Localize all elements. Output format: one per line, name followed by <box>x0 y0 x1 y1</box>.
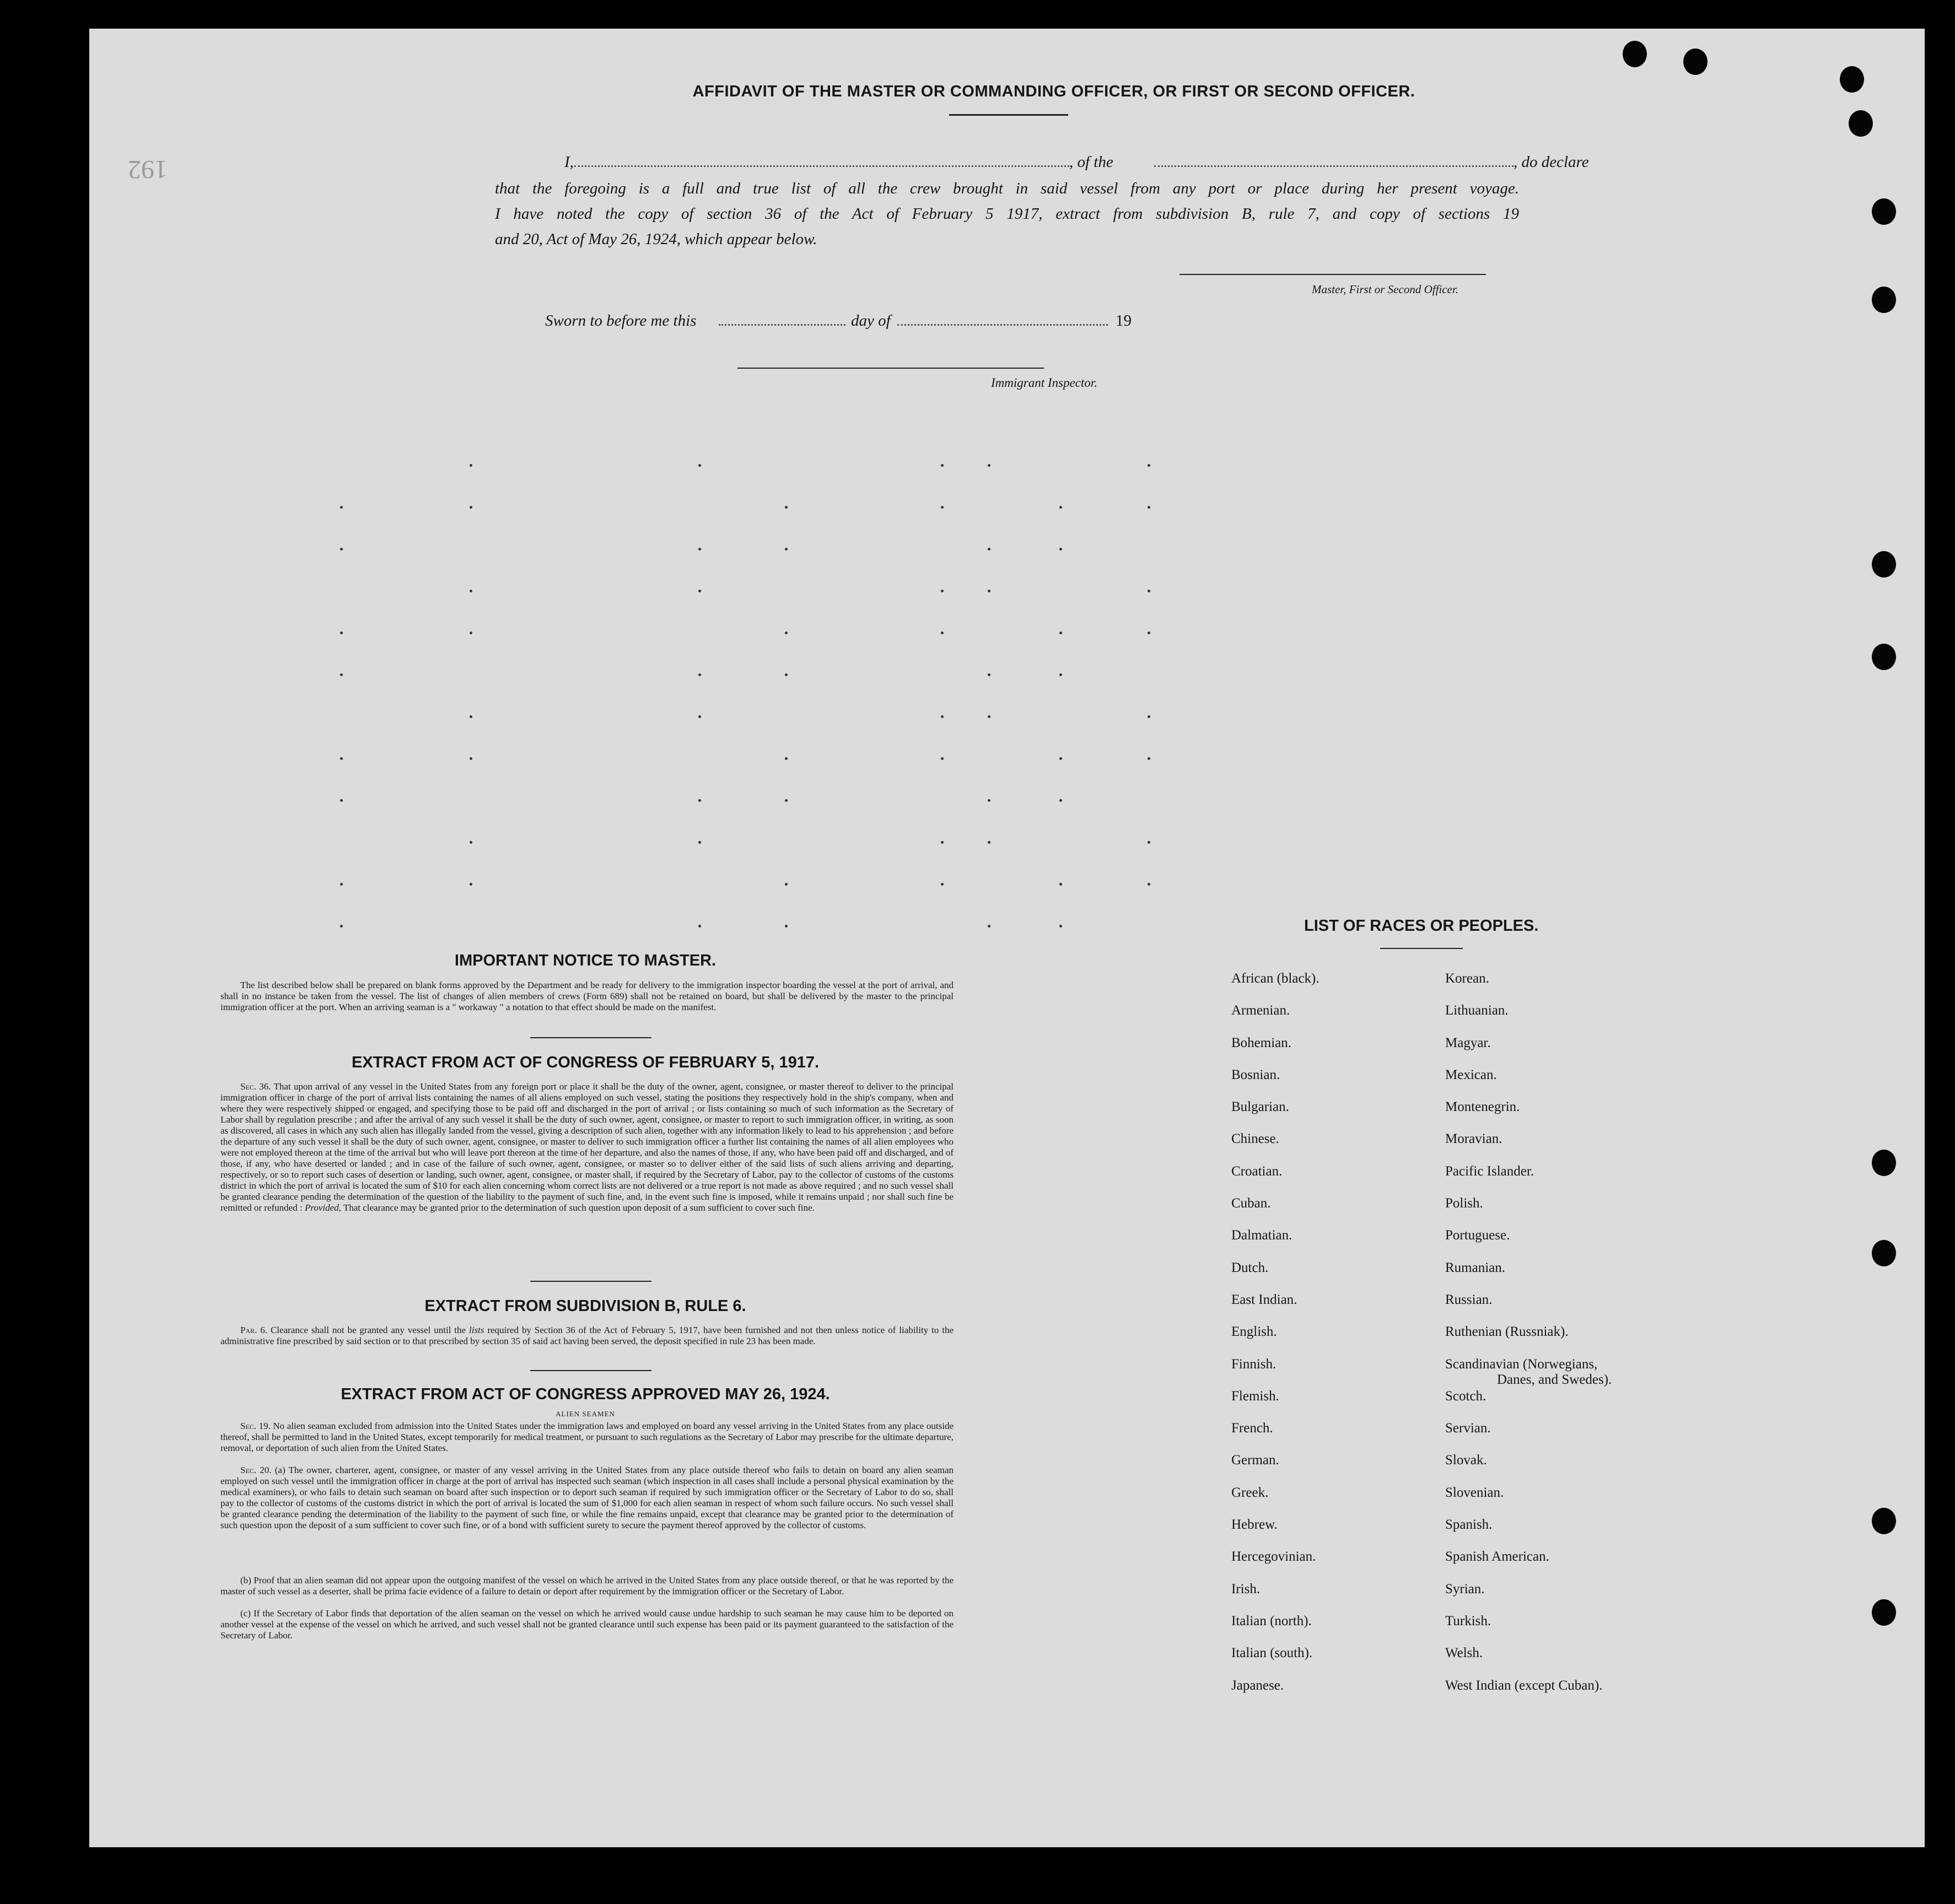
extract-1917-text <box>220 1081 954 1213</box>
dot-artifact <box>470 506 472 509</box>
races-column-2 <box>1445 971 1677 1710</box>
dot-artifact <box>785 799 788 802</box>
race-item: Moravian. <box>1445 1131 1502 1147</box>
dot-artifact <box>1059 673 1062 676</box>
dot-artifact <box>470 715 472 718</box>
race-item: East Indian. <box>1231 1292 1297 1307</box>
dot-artifact <box>1148 464 1150 467</box>
punch-hole <box>1872 1508 1896 1534</box>
dot-artifact <box>470 841 472 844</box>
race-item: Cuban. <box>1231 1196 1271 1211</box>
race-item: Slovenian. <box>1445 1485 1504 1500</box>
punch-hole <box>1623 41 1647 67</box>
dot-artifact <box>698 925 701 927</box>
section-19-text <box>220 1421 954 1454</box>
sworn-date-line <box>719 324 845 326</box>
section-36-body: That upon arrival of any vessel in the United States from any foreign port or place it shall be the duty of the owner, agent, consignee, or master thereof to deliver to the principal immigration officer in charge of the port of arrival lists containing the names of all aliens employed on such vessel, stating the positions they respectively hold in the ship's company, when and where they were respectively shipped or engaged, and specifying those to be paid off and discharged in the port of arrival ; or lists containing so much of such information as the Secretary of Labor shall by regulation prescribe ; and after the arrival of any such vessel it shall be the duty of such owner, agent, consignee, or master to report to such immigration officer, in writing, as soon as discovered, all cases in which any such alien has illegally landed from the vessel, giving a description of such alien, together with any information likely to lead to his apprehension ; and before the departure of any such vessel it shall be the duty of such owner, agent, consignee, or master to deliver to such immigration officer a further list containing the names of all alien employees who were not employed thereon at the time of the arrival but who will leave port thereon at the time of her departure, and also the names of those, if any, who have been paid off and discharged, and of those, if any, who have deserted or landed ; and in case of the failure of such owner, agent, consignee, or master so to deliver either of the said lists of such aliens arriving and departing, respectively, or so to report such cases of desertion or landing, such owner, agent, consignee, or master shall, if required by the Secretary of Labor, pay to the collector of customs of the customs district in which the port of arrival is located the sum of $10 for each alien concerning whom correct lists are not delivered or a true report is not made as above required ; and no such vessel shall be granted clearance pending the determination of the question of the liability to the payment of such fine, and, in the event such fine is imposed, while it remains unpaid ; nor shall such fine be remitted or refunded : <box>220 1081 954 1213</box>
race-item: Russian. <box>1445 1292 1493 1307</box>
dot-artifact <box>785 632 788 634</box>
dot-artifact <box>698 464 701 467</box>
dot-artifact <box>988 590 990 592</box>
affidavit-i-label: I, <box>564 153 574 171</box>
race-item: Syrian. <box>1445 1581 1485 1596</box>
dot-artifact <box>1059 757 1062 760</box>
dot-artifact <box>941 590 944 592</box>
dot-artifact <box>470 883 472 886</box>
race-item: Korean. <box>1445 971 1489 986</box>
section-20-label: Sec. 20. <box>240 1465 272 1475</box>
dot-artifact <box>340 925 343 927</box>
dot-artifact <box>941 506 944 509</box>
punch-hole <box>1872 1240 1896 1266</box>
races-title: LIST OF RACES OR PEOPLES. <box>1304 917 1539 935</box>
race-item: Bulgarian. <box>1231 1099 1289 1115</box>
race-item: Dalmatian. <box>1231 1228 1292 1243</box>
dot-artifact <box>1148 715 1150 718</box>
dot-artifact <box>340 757 343 760</box>
dot-artifact <box>1148 632 1150 634</box>
day-of-label: day of <box>851 312 891 330</box>
race-item: Chinese. <box>1231 1131 1279 1147</box>
dot-artifact <box>941 883 944 886</box>
races-continuation: Danes, and Swedes). <box>1497 1372 1612 1387</box>
notice-title: IMPORTANT NOTICE TO MASTER. <box>454 952 717 969</box>
year-label: 19 <box>1116 312 1132 330</box>
dot-artifact <box>470 632 472 634</box>
dot-artifact <box>1148 757 1150 760</box>
dot-artifact <box>941 632 944 634</box>
race-item: Hercegovinian. <box>1231 1549 1316 1565</box>
race-item: Montenegrin. <box>1445 1099 1520 1115</box>
dot-artifact <box>1148 590 1150 592</box>
dot-artifact <box>340 632 343 634</box>
inspector-caption: Immigrant Inspector. <box>991 376 1097 390</box>
paragraph-6-label: Par. 6. <box>240 1325 268 1335</box>
dot-artifact <box>988 673 990 676</box>
paragraph-6-text-b: required by Section 36 of the Act of February 5, 1917, have been furnished and not then unless notice of liability to the administrative fine prescribed by said section or to that prescribed by section 35 of said act having been served, the deposit specified in rule 23 has been made. <box>220 1325 954 1346</box>
race-item: Pacific Islander. <box>1445 1163 1534 1179</box>
dot-artifact <box>470 464 472 467</box>
dot-artifact <box>1059 799 1062 802</box>
sworn-label: Sworn to before me this <box>545 312 697 330</box>
race-item: Polish. <box>1445 1196 1483 1211</box>
section-20a-text <box>220 1465 954 1531</box>
race-item: Finnish. <box>1231 1356 1277 1372</box>
affidavit-line-3: I have noted the copy of section 36 of the Act of February 5 1917, extract from subdivision B, rule 7, and copy of sections 19 <box>495 205 1519 223</box>
dot-artifact <box>941 464 944 467</box>
race-item: African (black). <box>1231 971 1320 986</box>
dot-artifact <box>698 548 701 551</box>
vessel-field-line <box>1154 165 1514 167</box>
dot-artifact <box>988 548 990 551</box>
race-item: Croatian. <box>1231 1163 1283 1179</box>
dot-artifact <box>698 841 701 844</box>
race-item: Italian (north). <box>1231 1613 1312 1628</box>
section-36-proviso: That clearance may be granted prior to the determination of such question upon deposit of a sum sufficient to cover such fine. <box>343 1202 815 1213</box>
race-item: Scotch. <box>1445 1388 1487 1404</box>
dot-artifact <box>470 757 472 760</box>
dot-artifact <box>941 715 944 718</box>
month-line <box>897 324 1108 326</box>
punch-hole <box>1872 198 1896 225</box>
race-item: Servian. <box>1445 1421 1491 1436</box>
lists-term: lists <box>469 1325 484 1335</box>
dot-artifact <box>340 673 343 676</box>
race-item: Portuguese. <box>1445 1228 1510 1243</box>
race-item: Bosnian. <box>1231 1067 1280 1082</box>
affidavit-line-4: and 20, Act of May 26, 1924, which appear below. <box>495 230 817 248</box>
dot-artifact <box>1059 548 1062 551</box>
punch-hole <box>1840 66 1864 93</box>
dot-artifact <box>1148 506 1150 509</box>
dot-artifact <box>785 757 788 760</box>
race-item: Spanish American. <box>1445 1549 1549 1565</box>
race-item: Spanish. <box>1445 1517 1493 1533</box>
race-item: Welsh. <box>1445 1646 1483 1661</box>
punch-hole <box>1872 287 1896 313</box>
race-item: Dutch. <box>1231 1260 1269 1275</box>
dot-artifact <box>698 590 701 592</box>
affidavit-title: AFFIDAVIT OF THE MASTER OR COMMANDING OFFICER, OR FIRST OR SECOND OFFICER. <box>692 83 1415 100</box>
dot-artifact <box>988 925 990 927</box>
master-signature-line <box>1180 274 1486 275</box>
dot-artifact <box>785 925 788 927</box>
divider-3 <box>530 1370 651 1371</box>
dot-artifact <box>340 883 343 886</box>
dot-artifact <box>698 799 701 802</box>
race-item: Bohemian. <box>1231 1035 1292 1050</box>
races-underline <box>1380 948 1463 949</box>
punch-hole <box>1683 48 1708 75</box>
race-item: German. <box>1231 1453 1279 1468</box>
section-20b-text: (b) Proof that an alien seaman did not appear upon the outgoing manifest of the vessel on which he arrived in the United States from any place outside thereof, or that he was reported by the master of such vessel as a deserter, shall be prima facie evidence of a failure to detain or deport after requirement by the immigration officer or the Secretary of Labor. <box>220 1575 954 1596</box>
race-item: Mexican. <box>1445 1067 1497 1082</box>
title-underline <box>949 114 1068 116</box>
dot-artifact <box>988 715 990 718</box>
subdivision-title: EXTRACT FROM SUBDIVISION B, RULE 6. <box>424 1297 746 1315</box>
race-item: Lithuanian. <box>1445 1003 1509 1018</box>
dot-artifact <box>698 673 701 676</box>
dot-artifact <box>785 548 788 551</box>
race-item: Ruthenian (Russniak). <box>1445 1324 1569 1340</box>
affidavit-of-the-label: , of the <box>1069 153 1113 171</box>
race-item: Scandinavian (Norwegians, <box>1445 1356 1598 1372</box>
divider-1 <box>530 1037 651 1038</box>
race-item: Greek. <box>1231 1485 1269 1500</box>
punch-hole <box>1872 644 1896 670</box>
dot-artifact <box>340 548 343 551</box>
race-item: Japanese. <box>1231 1678 1284 1693</box>
punch-hole <box>1872 1599 1896 1626</box>
form-sheet <box>89 29 1925 1847</box>
affidavit-declare-label: , do declare <box>1514 153 1589 171</box>
dot-artifact <box>988 799 990 802</box>
dot-artifact <box>941 841 944 844</box>
inspector-signature-line <box>737 368 1044 369</box>
race-item: Turkish. <box>1445 1613 1491 1628</box>
section-19-label: Sec. 19. <box>240 1421 271 1431</box>
dot-artifact <box>470 590 472 592</box>
name-field-line <box>574 165 1069 167</box>
races-column-1 <box>1231 971 1419 1710</box>
dot-artifact <box>988 841 990 844</box>
dot-artifact <box>1148 883 1150 886</box>
subdivision-text <box>220 1325 954 1347</box>
race-item: Flemish. <box>1231 1388 1279 1404</box>
race-item: Slovak. <box>1445 1453 1487 1468</box>
master-signature-caption: Master, First or Second Officer. <box>1312 283 1458 296</box>
dot-artifact <box>698 715 701 718</box>
dot-artifact <box>1148 841 1150 844</box>
section-20a-body: (a) The owner, charterer, agent, consignee, or master of any vessel arriving in the United States from any place outside thereof who fails to detain on board any alien seaman employed on such vessel until the immigration officer in charge at the port of arrival has inspected such seaman (which inspection in all cases shall include a personal physical examination by the medical examiners), or who fails to detain such seaman on board after such inspection or to deport such seaman if required by such immigration officer or the Secretary of Labor to do so, shall pay to the collector of customs of the customs district in which the port of arrival is located the sum of $1,000 for each alien seaman in respect of whom such failure occurs. No such vessel shall be granted clearance pending the determination of the liability to the payment of such fine, or while the fine remains unpaid, except that clearance may be granted prior to the determination of such question upon the deposit of a sum sufficient to cover such fine, or of a bond with sufficient surety to secure the payment thereof approved by the collector of customs. <box>220 1465 954 1530</box>
race-item: West Indian (except Cuban). <box>1445 1678 1603 1693</box>
section-19-body: No alien seaman excluded from admission into the United States under the immigration laws and employed on board any vessel arriving in the United States from any place outside thereof, shall be permitted to land in the United States, except temporarily for medical treatment, or pursuant to such regulations as the Secretary of Labor may prescribe for the ultimate departure, removal, or deportation of such alien from the United States. <box>220 1421 954 1453</box>
race-item: Irish. <box>1231 1581 1261 1596</box>
race-item: Hebrew. <box>1231 1517 1278 1533</box>
punch-hole <box>1849 110 1873 137</box>
dot-artifact <box>785 883 788 886</box>
notice-text: The list described below shall be prepared on blank forms approved by the Department and be ready for delivery to the immigration inspector boarding the vessel at the port of arrival, and shall in no instance be taken from the vessel. The list of changes of alien members of crews (Form 689) shall not be retained on board, but shall be delivered by the master to the principal immigration officer at the port. When an arriving seaman is a " workaway " a notation to that effect should be made on the manifest. <box>220 980 954 1012</box>
race-item: Magyar. <box>1445 1035 1491 1050</box>
alien-seamen-subtitle: ALIEN SEAMEN <box>556 1410 615 1418</box>
dot-artifact <box>340 506 343 509</box>
dot-artifact <box>785 673 788 676</box>
race-item: Armenian. <box>1231 1003 1290 1018</box>
race-item: Italian (south). <box>1231 1646 1313 1661</box>
extract-1917-title: EXTRACT FROM ACT OF CONGRESS OF FEBRUARY 5, 1917. <box>351 1054 820 1071</box>
divider-2 <box>530 1281 651 1282</box>
race-item: English. <box>1231 1324 1277 1340</box>
paragraph-6-text-a: Clearance shall not be granted any vessel until the <box>270 1325 466 1335</box>
affidavit-line-2: that the foregoing is a full and true list of all the crew brought in said vessel from any port or place during her present voyage. <box>495 180 1519 197</box>
dot-artifact <box>340 799 343 802</box>
section-36-label: Sec. 36. <box>240 1081 271 1092</box>
punch-hole <box>1872 551 1896 578</box>
margin-page-number: 192 <box>128 155 168 184</box>
dot-artifact <box>1059 883 1062 886</box>
dot-artifact <box>1059 632 1062 634</box>
section-20c-text: (c) If the Secretary of Labor finds that deportation of the alien seaman on the vessel on which he arrived would cause undue hardship to such seaman he may cause him to be deported on another vessel at the expense of the vessel on which he arrived, and such vessel shall not be granted clearance until such expense has been paid or its payment guaranteed to the satisfaction of the Secretary of Labor. <box>220 1608 954 1641</box>
race-item: French. <box>1231 1421 1273 1436</box>
race-item: Rumanian. <box>1445 1260 1506 1275</box>
dot-artifact <box>941 757 944 760</box>
extract-1924-title: EXTRACT FROM ACT OF CONGRESS APPROVED MAY 26, 1924. <box>341 1385 830 1403</box>
dot-artifact <box>988 464 990 467</box>
dot-artifact <box>1059 506 1062 509</box>
dot-artifact <box>785 506 788 509</box>
provided-term: Provided, <box>304 1202 341 1213</box>
punch-hole <box>1872 1150 1896 1176</box>
dot-artifact <box>1059 925 1062 927</box>
